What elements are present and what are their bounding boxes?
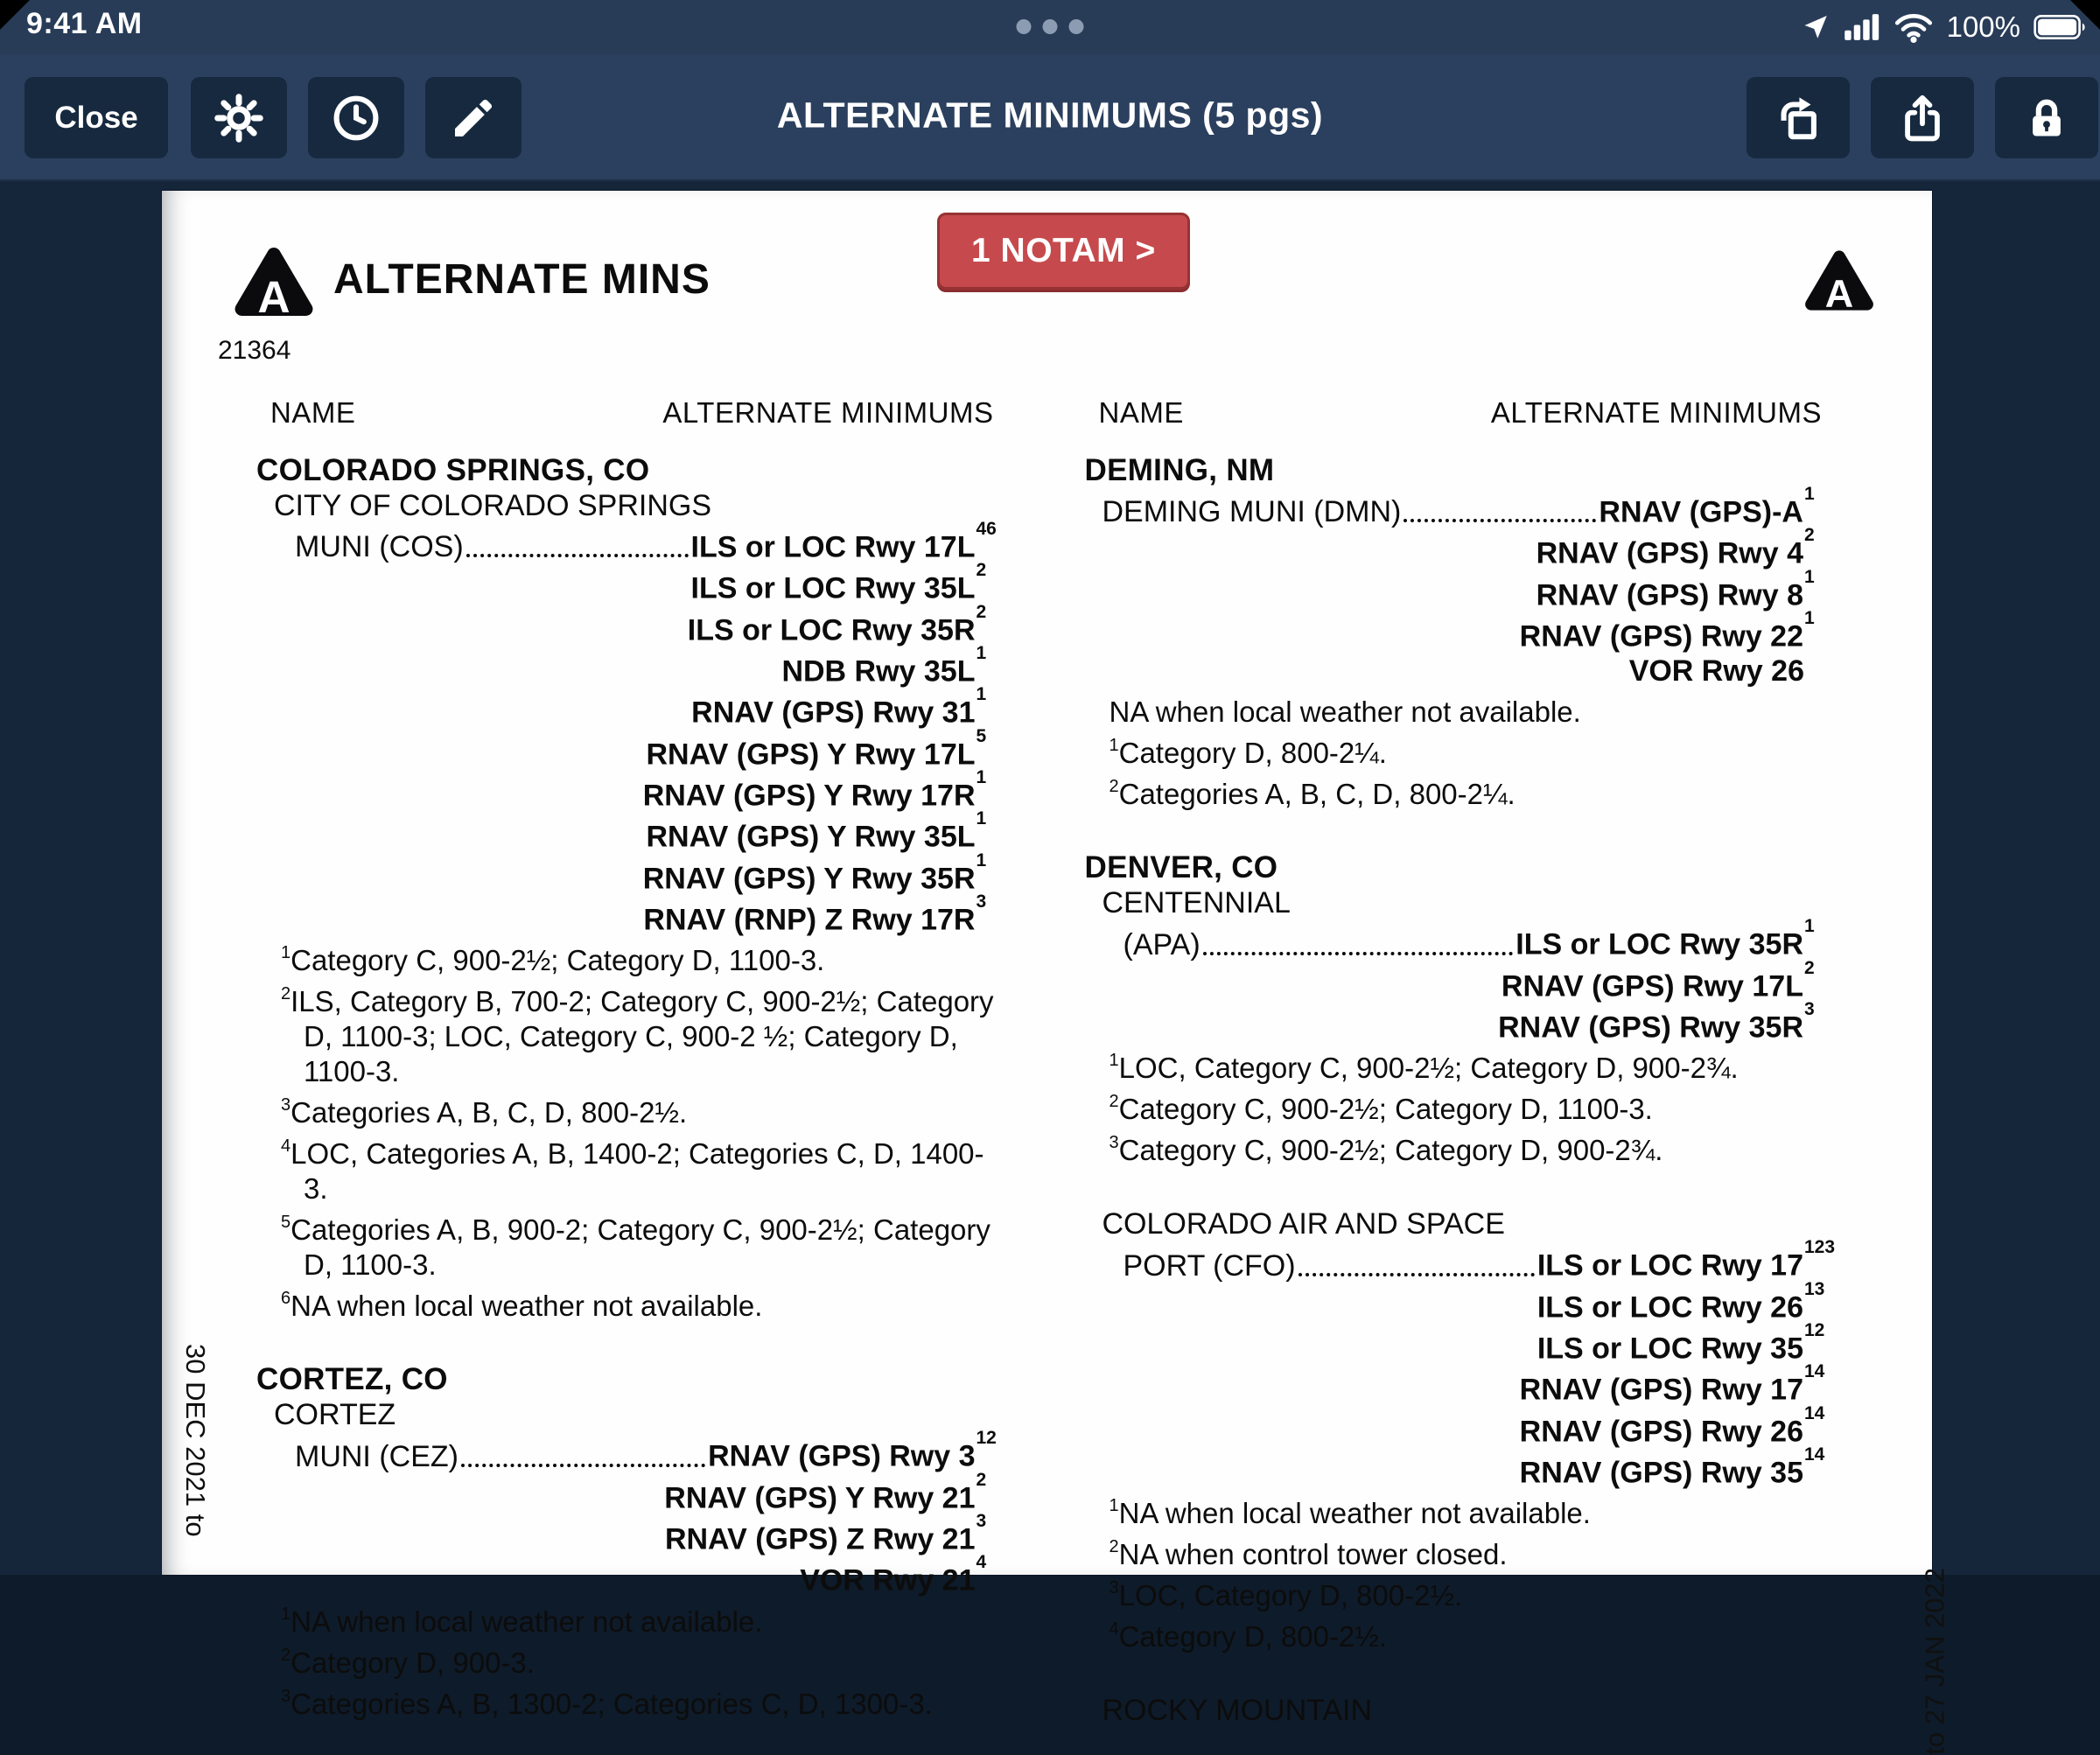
minimums-columns	[256, 395, 1836, 1728]
footnote-number: 1	[1109, 736, 1119, 756]
footnote-line: $^3$Categories A, B, 1300-2; Categories C, D, 1300-3.	[281, 1686, 933, 1720]
approach-name: RNAV $(GPS)-A^1$	[1599, 484, 1815, 529]
recents-button[interactable]	[308, 77, 404, 158]
approach-name: RNAV (GPS) Rwy $22^1$	[1519, 607, 1815, 654]
approach-name: NDB Rwy $35L^1$	[781, 642, 987, 689]
location-arrow-icon	[1801, 12, 1830, 42]
facility-identifier: PORT (CFO)	[1123, 1248, 1296, 1283]
approach-name: VOR Rwy $21^4$	[800, 1552, 987, 1598]
leader-dots	[461, 1464, 705, 1467]
approach-name: RNAV (GPS) Rwy $31^1$	[691, 684, 987, 730]
footnote-line: $^2$NA when control tower closed.	[1109, 1537, 1508, 1571]
facility-identifier: MUNI (CEZ)	[295, 1439, 458, 1473]
lock-button[interactable]	[1995, 77, 2098, 158]
airport-section	[1085, 1693, 1830, 1728]
footnote-number: 2	[1109, 1092, 1119, 1112]
approach-name: ILS or LOC Rwy $35R^2$	[687, 601, 987, 647]
page-title: ALTERNATE MINIMUMS (5 pgs)	[776, 94, 1324, 136]
close-button-label: Close	[54, 100, 138, 135]
alternate-mins-triangle-icon	[1802, 247, 1876, 318]
approach-name: RNAV (GPS) Rwy $3^{12}$	[708, 1428, 997, 1473]
footnote-line: $^1$Category C, 900-2½; Category D, 1100-3.	[281, 943, 825, 977]
pdf-viewport[interactable]	[0, 181, 2100, 1755]
footnote-line: $^3$Categories A, B, C, D, 800-2½.	[281, 1095, 688, 1129]
airport-section	[1085, 850, 1830, 1168]
approach-name: RNAV (GPS) Rwy $35^{14}$	[1519, 1444, 1825, 1490]
leader-dots	[1404, 519, 1596, 522]
column-header-name: NAME	[270, 396, 356, 429]
effective-date-left: 30 DEC 2021 to	[180, 1344, 211, 1537]
city-heading: DENVER, CO	[1084, 850, 1278, 885]
triangle-letter: A	[1824, 270, 1854, 316]
gear-icon	[214, 94, 263, 143]
facility-leader-row	[256, 1428, 1001, 1473]
footnote-number: 3	[1109, 1578, 1119, 1598]
facility-name: CITY OF COLORADO SPRINGS	[274, 489, 712, 522]
column-header-minimums: ALTERNATE MINIMUMS	[662, 396, 994, 429]
battery-percent-label: 100%	[1946, 10, 2020, 43]
facility-leader-row	[1085, 1237, 1836, 1283]
leader-dots	[466, 554, 689, 557]
facility-leader-row	[1085, 484, 1830, 529]
rotate-button[interactable]	[1746, 77, 1850, 158]
facility-name: COLORADO AIR AND SPACE	[1102, 1207, 1505, 1241]
screen-corner	[2070, 0, 2100, 30]
approach-name: RNAV (GPS) Y Rwy $17R^1$	[642, 766, 987, 813]
footnote-line: $^3$Category C, 900-2½; Category D, 900-2¾.	[1109, 1133, 1663, 1167]
approach-name: RNAV (GPS) Z Rwy $21^3$	[664, 1510, 987, 1556]
footnote-number: 1	[1109, 1496, 1119, 1516]
triangle-letter: A	[257, 271, 290, 322]
footnote-line: $^2$Category D, 900-3.	[281, 1645, 535, 1679]
rotate-icon	[1773, 93, 1824, 143]
footnote-line: $^1$LOC, Category C, 900-2½; Category D, 900-2¾.	[1109, 1051, 1739, 1085]
footnote-line: $^2$Category C, 900-2½; Category D, 1100-3.	[1109, 1092, 1653, 1126]
approach-name: RNAV (GPS) Rwy $26^{14}$	[1519, 1402, 1825, 1448]
close-button[interactable]	[24, 77, 168, 158]
column-header-name: NAME	[1098, 396, 1184, 429]
share-icon	[1897, 93, 1948, 143]
footnote-line: $^6$NA when local weather not available.	[281, 1289, 763, 1323]
approach-name: RNAV (GPS) Rwy $35R^3$	[1498, 998, 1815, 1045]
approach-name: ILS or LOC Rwy $35L^2$	[690, 560, 987, 605]
approach-name: ILS or LOC Rwy $35R^1$	[1516, 916, 1815, 961]
city-heading: DEMING, NM	[1084, 453, 1275, 487]
airport-section	[1085, 453, 1830, 812]
wifi-icon	[1894, 11, 1934, 43]
settings-button[interactable]	[191, 77, 287, 158]
footnote-line: $^2$ILS, Category B, 700-2; Category C, 900-2½; Category D, 1100-3; LOC, Category C, 900-2 ½; Category D, 1100-3.	[281, 984, 994, 1088]
approach-name: ILS or LOC Rwy $17L^{46}$	[690, 519, 997, 564]
approach-name: RNAV (GPS) Y Rwy $35R^1$	[642, 850, 987, 895]
screen-corner	[0, 0, 30, 30]
effective-date-right: to 27 JAN 2022	[1920, 1568, 1950, 1755]
footnote-number: 2	[281, 984, 291, 1004]
alternate-mins-triangle-icon	[232, 243, 316, 325]
approach-name: RNAV (GPS) Rwy $4^2$	[1536, 525, 1815, 570]
document-title: ALTERNATE MINS	[333, 256, 710, 303]
footnote-number: 5	[281, 1213, 291, 1233]
status-bar	[0, 0, 2100, 54]
footnote-line: $^1$Category D, 800-2¼.	[1109, 736, 1387, 770]
annotate-button[interactable]	[425, 77, 522, 158]
footnote-line: $^3$LOC, Category D, 800-2½.	[1109, 1578, 1463, 1612]
toolbar	[0, 54, 2100, 181]
footnote-number: 3	[1109, 1133, 1119, 1153]
footnote-line: $^1$NA when local weather not available.	[1109, 1496, 1591, 1530]
footnote-number: 1	[281, 1604, 291, 1624]
footnote-number: 3	[281, 1686, 291, 1706]
approach-name: VOR Rwy 26	[1628, 654, 1804, 689]
footnote-number: 2	[1109, 777, 1119, 797]
approach-name: RNAV (GPS) Rwy $17^{14}$	[1519, 1361, 1825, 1407]
footnote-number: 6	[281, 1289, 291, 1309]
minimums-column-left	[256, 395, 1001, 1728]
facility-leader-row	[1085, 916, 1830, 961]
footnote-line: $^1$NA when local weather not available.	[281, 1604, 763, 1638]
approach-name: RNAV (GPS) Rwy $8^1$	[1536, 566, 1815, 612]
facility-leader-row	[256, 519, 1001, 564]
city-heading: COLORADO SPRINGS, CO	[256, 453, 650, 487]
facility-name: ROCKY MOUNTAIN	[1102, 1694, 1373, 1728]
approach-name: ILS or LOC Rwy $17^{123}$	[1536, 1237, 1836, 1283]
approach-name: RNAV (GPS) Y Rwy $21^2$	[664, 1469, 987, 1514]
cellular-signal-icon	[1844, 12, 1880, 42]
approach-name: RNAV (GPS) Y Rwy $35L^1$	[646, 808, 987, 854]
footnote-number: 4	[281, 1136, 291, 1157]
column-header-row	[256, 395, 1001, 430]
city-heading: CORTEZ, CO	[256, 1362, 448, 1397]
airport-section	[1085, 1206, 1836, 1654]
footnote-number: 2	[1109, 1537, 1119, 1557]
facility-identifier: DEMING MUNI (DMN)	[1102, 495, 1402, 529]
column-header-minimums: ALTERNATE MINIMUMS	[1490, 396, 1822, 429]
approach-name: ILS or LOC Rwy $26^{13}$	[1536, 1278, 1825, 1324]
airport-section	[256, 1362, 1001, 1721]
footnote-line: $^2$Categories A, B, C, D, 800-2¼.	[1109, 777, 1516, 811]
pencil-icon	[449, 94, 498, 143]
leader-dots	[1203, 952, 1514, 955]
notam-button[interactable]	[937, 213, 1190, 290]
clock-icon	[332, 94, 381, 143]
facility-identifier: (APA)	[1123, 927, 1200, 961]
footnote-line: NA when local weather not available.	[1109, 696, 1581, 729]
footnote-line: $^4$Category D, 800-2½.	[1109, 1619, 1387, 1654]
footnote-number: 3	[281, 1095, 291, 1115]
approach-name: ILS or LOC Rwy $35^{12}$	[1536, 1319, 1825, 1366]
share-button[interactable]	[1871, 77, 1974, 158]
chart-page-code: 21364	[218, 336, 291, 365]
footnote-line: $^4$LOC, Categories A, B, 1400-2; Categories C, D, 1400-3.	[281, 1136, 984, 1206]
footnote-line: $^5$Categories A, B, 900-2; Category C, 900-2½; Category D, 1100-3.	[281, 1213, 990, 1282]
footnote-number: 2	[281, 1645, 291, 1665]
facility-name: CORTEZ	[274, 1398, 396, 1432]
facility-identifier: MUNI (COS)	[295, 530, 464, 564]
footnote-number: 1	[281, 943, 291, 963]
facility-name: CENTENNIAL	[1102, 886, 1291, 920]
multitasking-dots-indicator	[1017, 19, 1084, 34]
approach-name: RNAV (RNP) Z Rwy $17R^3$	[643, 891, 987, 937]
airport-section	[256, 453, 1001, 1324]
approach-name: RNAV (GPS) Rwy $17L^2$	[1501, 957, 1815, 1003]
minimums-column-right	[1084, 395, 1836, 1728]
leader-dots	[1298, 1273, 1535, 1276]
notam-button-label: 1 NOTAM >	[971, 232, 1156, 269]
footnote-number: 4	[1109, 1619, 1119, 1640]
column-header-row	[1085, 395, 1830, 430]
footnote-number: 1	[1109, 1051, 1119, 1071]
status-icons	[1801, 0, 2088, 54]
lock-icon	[2022, 94, 2071, 143]
document-page	[162, 191, 1950, 1755]
clock-time-label: 9:41 AM	[26, 7, 143, 40]
approach-name: RNAV (GPS) Y Rwy $17L^5$	[646, 725, 987, 771]
